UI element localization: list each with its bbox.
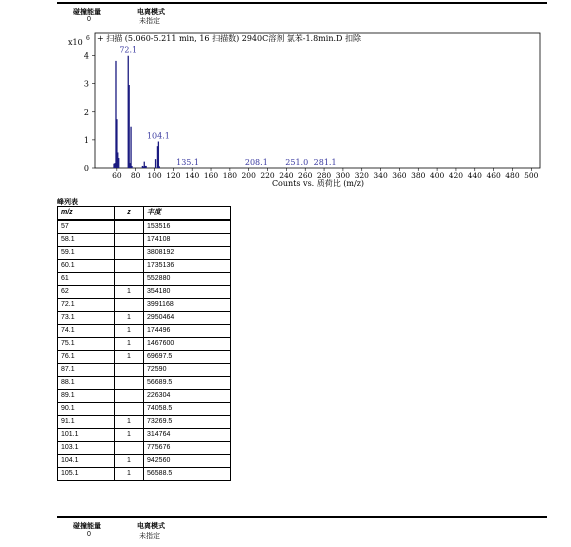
peak-row (58, 220, 231, 234)
peak-row (58, 403, 231, 416)
peak-z-cell (115, 377, 144, 390)
peak-z-cell: 1 (115, 338, 144, 351)
chart-frame (95, 33, 540, 168)
x-tick-label: 160 (203, 171, 219, 180)
x-tick-label: 100 (147, 171, 162, 180)
peak-abundance-cell: 3808192 (144, 247, 231, 260)
bottom-rule (57, 516, 547, 518)
peak-row (58, 455, 231, 468)
peak-abundance-cell: 174108 (144, 234, 231, 247)
peak-z-cell (115, 442, 144, 455)
peak-annotation: 251.0 (285, 158, 309, 167)
peak-z-cell: 1 (115, 468, 144, 481)
peak-abundance-cell: 3991168 (144, 299, 231, 312)
x-tick-label: 400 (429, 171, 445, 180)
collision-energy-value-bottom: 0 (87, 531, 91, 538)
peak-annotation: 208.1 (244, 158, 268, 167)
peak-z-cell: 1 (115, 455, 144, 468)
y-tick-label: 4 (83, 51, 89, 61)
peak-mz-cell: 76.1 (58, 351, 115, 364)
x-tick-label: 500 (524, 171, 539, 180)
peak-abundance-cell: 74058.5 (144, 403, 231, 416)
peak-abundance-cell: 314764 (144, 429, 231, 442)
x-tick-label: 200 (241, 171, 256, 180)
x-tick-label: 60 (112, 171, 122, 180)
peak-row (58, 429, 231, 442)
peak-mz-cell: 103.1 (58, 442, 115, 455)
y-tick-label: 2 (83, 107, 89, 117)
peak-mz-cell: 91.1 (58, 416, 115, 429)
peak-abundance-cell: 354180 (144, 286, 231, 299)
peak-row (58, 364, 231, 377)
peak-abundance-cell: 1467600 (144, 338, 231, 351)
peak-mz-cell: 60.1 (58, 260, 115, 273)
peak-abundance-cell: 942560 (144, 455, 231, 468)
peak-row (58, 351, 231, 364)
peak-mz-cell: 58.1 (58, 234, 115, 247)
x-tick-label: 120 (166, 171, 181, 180)
col-abundance: 丰度 (144, 207, 231, 221)
peak-abundance-cell: 153516 (144, 220, 231, 234)
y-multiplier-label: x10 (68, 38, 83, 47)
x-tick-label: 380 (411, 171, 426, 180)
ionization-mode-label: 电离模式 (137, 9, 165, 16)
x-tick-label: 480 (505, 171, 520, 180)
peak-abundance-cell: 174496 (144, 325, 231, 338)
peak-row (58, 312, 231, 325)
peak-mz-cell: 104.1 (58, 455, 115, 468)
peak-row (58, 416, 231, 429)
peak-mz-cell: 89.1 (58, 390, 115, 403)
peak-z-cell (115, 247, 144, 260)
x-tick-label: 80 (130, 171, 141, 180)
peak-z-cell: 1 (115, 312, 144, 325)
peak-row (58, 468, 231, 481)
peak-abundance-cell: 2950464 (144, 312, 231, 325)
peak-mz-cell: 73.1 (58, 312, 115, 325)
x-tick-label: 460 (486, 171, 501, 180)
peak-row (58, 247, 231, 260)
y-multiplier-exp: 6 (86, 35, 90, 42)
chart-title: + 扫描 (5.060-5.211 min, 16 扫描数) 2940C溶剂 氯苯-1.8min.D 扣除 (97, 34, 361, 43)
x-tick-label: 300 (335, 171, 351, 180)
x-tick-label: 140 (185, 171, 200, 180)
x-tick-label: 240 (279, 171, 294, 180)
peak-row (58, 325, 231, 338)
peak-mz-cell: 87.1 (58, 364, 115, 377)
peak-abundance-cell: 72590 (144, 364, 231, 377)
y-tick-label: 0 (83, 164, 89, 173)
x-tick-label: 260 (298, 171, 313, 180)
peak-z-cell: 1 (115, 286, 144, 299)
peak-abundance-cell: 56588.5 (144, 468, 231, 481)
peak-mz-cell: 61 (58, 273, 115, 286)
x-tick-label: 360 (392, 171, 407, 180)
peak-z-cell: 1 (115, 416, 144, 429)
peak-mz-cell: 57 (58, 220, 115, 234)
peak-z-cell (115, 364, 144, 377)
peak-row (58, 299, 231, 312)
x-tick-label: 420 (448, 171, 464, 180)
peak-z-cell: 1 (115, 325, 144, 338)
x-tick-label: 180 (222, 171, 238, 180)
x-tick-label: 440 (467, 171, 482, 180)
y-tick-label: 3 (83, 79, 89, 89)
collision-energy-label: 碰撞能量 (73, 9, 101, 16)
peak-annotation: 72.1 (119, 45, 138, 55)
peak-z-cell (115, 299, 144, 312)
peak-annotation: 104.1 (146, 131, 170, 141)
peak-z-cell (115, 234, 144, 247)
collision-energy-label-bottom: 碰撞能量 (73, 523, 101, 530)
peak-table-header (58, 207, 231, 221)
ionization-mode-value-bottom: 未指定 (139, 533, 160, 540)
peak-abundance-cell: 552880 (144, 273, 231, 286)
peak-z-cell (115, 390, 144, 403)
peak-mz-cell: 75.1 (58, 338, 115, 351)
x-tick-label: 220 (260, 171, 275, 180)
peak-mz-cell: 88.1 (58, 377, 115, 390)
peak-row (58, 234, 231, 247)
x-tick-label: 280 (316, 171, 332, 180)
peak-abundance-cell: 73269.5 (144, 416, 231, 429)
peak-z-cell: 1 (115, 351, 144, 364)
peak-z-cell (115, 260, 144, 273)
collision-energy-value: 0 (87, 16, 91, 23)
peak-table (57, 206, 231, 481)
peak-z-cell (115, 403, 144, 416)
peak-row (58, 338, 231, 351)
peak-row (58, 286, 231, 299)
y-tick-label: 1 (83, 135, 89, 145)
peak-row (58, 442, 231, 455)
peak-abundance-cell: 69697.5 (144, 351, 231, 364)
peak-row (58, 377, 231, 390)
peak-z-cell: 1 (115, 429, 144, 442)
peak-mz-cell: 72.1 (58, 299, 115, 312)
peak-abundance-cell: 226304 (144, 390, 231, 403)
peak-abundance-cell: 56689.5 (144, 377, 231, 390)
col-z: z (115, 207, 144, 221)
peak-mz-cell: 101.1 (58, 429, 115, 442)
peak-row (58, 390, 231, 403)
peak-abundance-cell: 1735136 (144, 260, 231, 273)
ionization-mode-value: 未指定 (139, 18, 160, 25)
peak-annotation: 135.1 (176, 158, 200, 167)
x-axis-label: Counts vs. 质荷比 (m/z) (271, 179, 365, 188)
peak-z-cell (115, 220, 144, 234)
x-tick-label: 340 (373, 171, 388, 180)
peak-row (58, 260, 231, 273)
peak-annotation: 281.1 (313, 158, 337, 167)
peak-mz-cell: 74.1 (58, 325, 115, 338)
col-mz: m/z (58, 207, 115, 221)
peak-mz-cell: 90.1 (58, 403, 115, 416)
peak-mz-cell: 105.1 (58, 468, 115, 481)
peak-table-title: 峰列表 (57, 199, 78, 206)
x-tick-label: 320 (354, 171, 369, 180)
mass-spectrum-chart (0, 0, 571, 195)
peak-row (58, 273, 231, 286)
peak-mz-cell: 59.1 (58, 247, 115, 260)
peak-z-cell (115, 273, 144, 286)
peak-abundance-cell: 775676 (144, 442, 231, 455)
ionization-mode-label-bottom: 电离模式 (137, 523, 165, 530)
peak-mz-cell: 62 (58, 286, 115, 299)
